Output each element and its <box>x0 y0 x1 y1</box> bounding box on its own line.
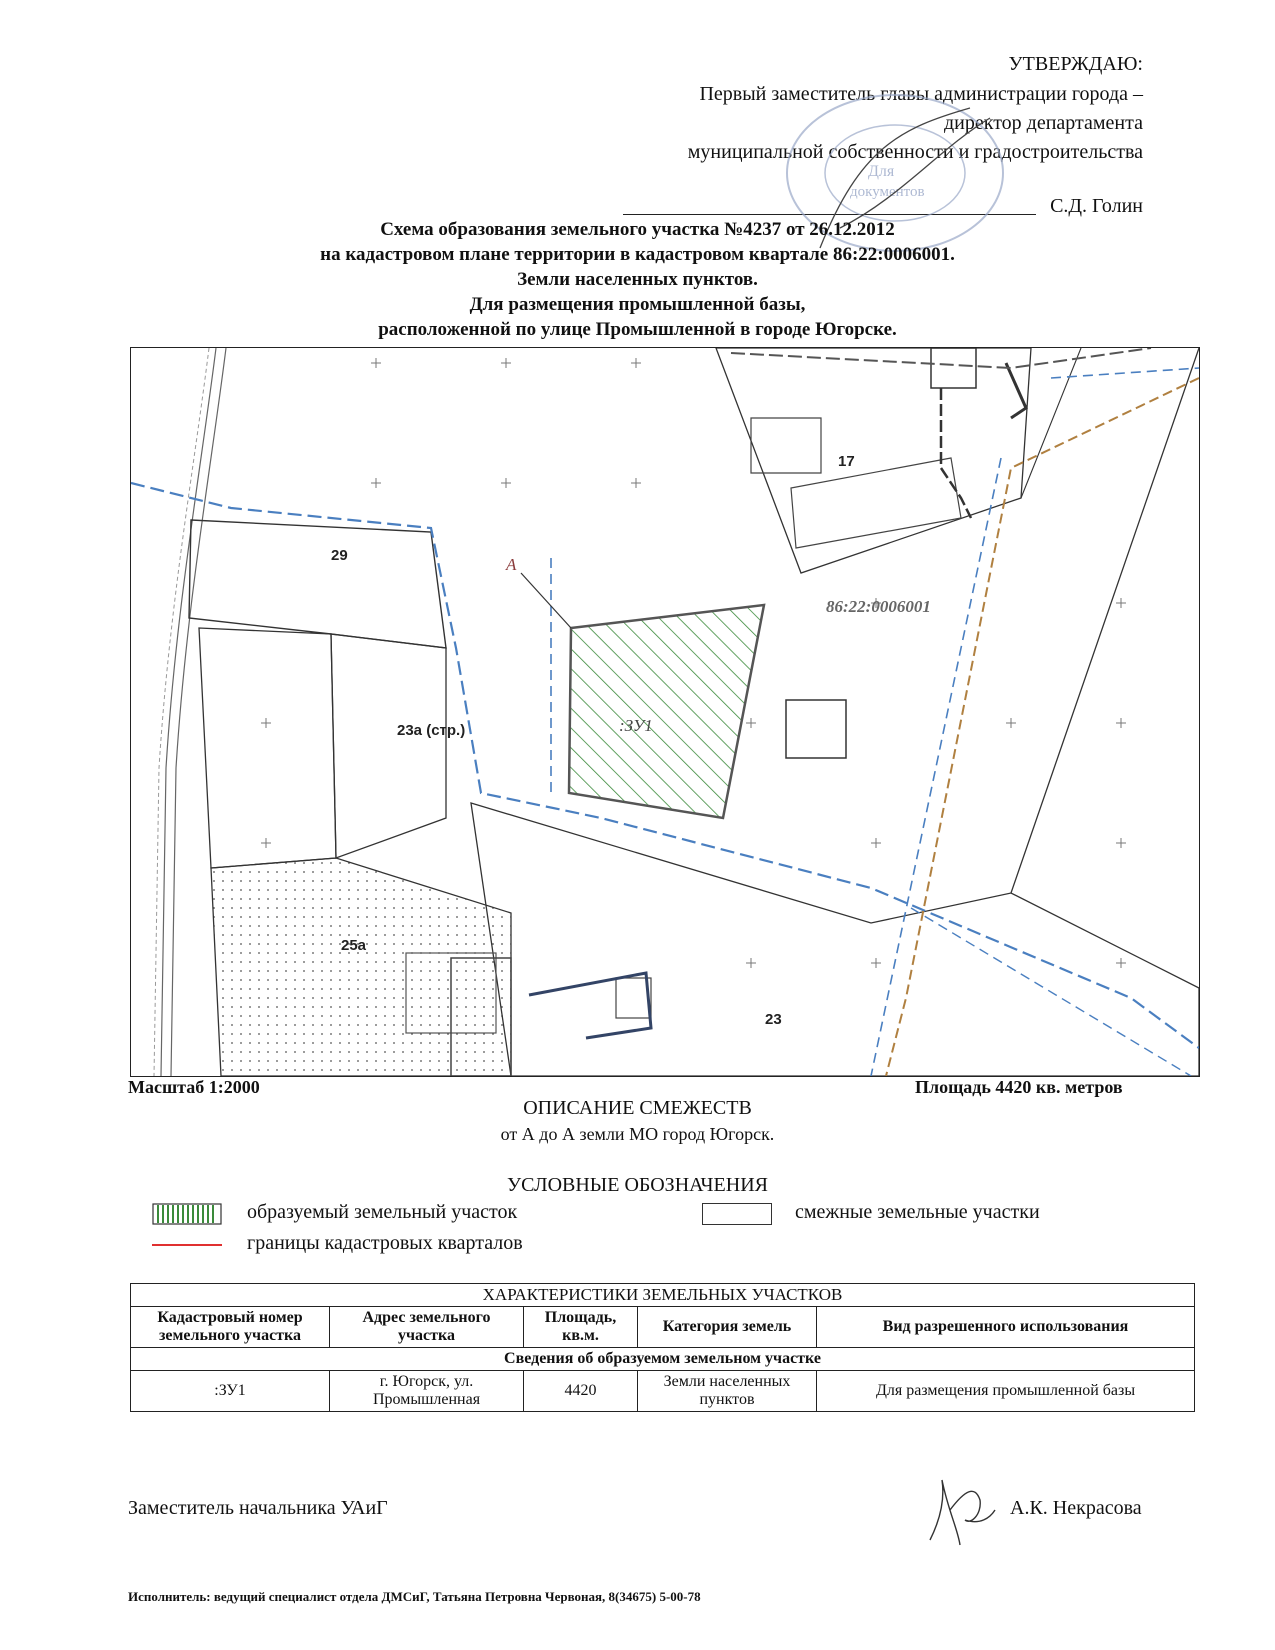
header-address: Адрес земельного участка <box>330 1307 524 1348</box>
header-cadastral-number: Кадастровый номер земельного участка <box>131 1307 330 1348</box>
parcel-label-25a: 25а <box>341 937 367 954</box>
approval-signatory: С.Д. Голин <box>1050 195 1143 217</box>
legend-quarter-bounds: границы кадастровых кварталов <box>247 1232 523 1254</box>
title-line2: на кадастровом плане территории в кадастровом квартале 86:22:0006001. <box>320 244 955 265</box>
map-area: Площадь 4420 кв. метров <box>915 1077 1123 1097</box>
adjacency-heading: ОПИСАНИЕ СМЕЖЕСТВ <box>523 1097 752 1119</box>
legend-new-parcel: образуемый земельный участок <box>247 1201 518 1223</box>
title-line5: расположенной по улице Промышленной в городе Югорске. <box>378 319 897 340</box>
characteristics-table <box>130 1283 1195 1412</box>
new-parcel-label: :ЗУ1 <box>619 716 653 735</box>
cell-permitted-use: Для размещения промышленной базы <box>817 1371 1195 1412</box>
title-line4: Для размещения промышленной базы, <box>469 294 806 315</box>
legend-heading: УСЛОВНЫЕ ОБОЗНАЧЕНИЯ <box>507 1174 768 1196</box>
title-line1: Схема образования земельного участка №4237 от 26.12.2012 <box>380 219 895 240</box>
header-category: Категория земель <box>638 1307 817 1348</box>
table-row <box>131 1371 1195 1412</box>
quarter-bounds-swatch <box>152 1244 222 1246</box>
approval-line2: директор департамента <box>943 112 1143 134</box>
adjacent-swatch <box>702 1203 772 1225</box>
table-title: ХАРАКТЕРИСТИКИ ЗЕМЕЛЬНЫХ УЧАСТКОВ <box>131 1284 1195 1307</box>
svg-text:документов: документов <box>850 184 925 200</box>
cell-area: 4420 <box>524 1371 638 1412</box>
point-a-label: А <box>506 555 517 574</box>
legend-adjacent: смежные земельные участки <box>795 1201 1040 1223</box>
parcel-label-17: 17 <box>838 453 855 470</box>
cadastral-map <box>130 347 1200 1077</box>
header-area: Площадь, кв.м. <box>524 1307 638 1348</box>
approval-heading: УТВЕРЖДАЮ: <box>1008 53 1143 75</box>
table-section: Сведения об образуемом земельном участке <box>131 1348 1195 1371</box>
approval-line3: муниципальной собственности и градостроительства <box>687 141 1143 163</box>
cell-address: г. Югорск, ул. Промышленная <box>330 1371 524 1412</box>
quarter-label: 86:22:0006001 <box>826 597 931 616</box>
map-scale: Масштаб 1:2000 <box>128 1077 260 1097</box>
cell-cadastral-number: :ЗУ1 <box>131 1371 330 1412</box>
header-permitted-use: Вид разрешенного использования <box>817 1307 1195 1348</box>
title-line3: Земли населенных пунктов. <box>517 269 758 290</box>
parcel-label-23a: 23а (стр.) <box>397 722 466 739</box>
parcel-label-23: 23 <box>765 1011 782 1028</box>
signature-name: А.К. Некрасова <box>1010 1497 1142 1519</box>
adjacency-text: от А до А земли МО город Югорск. <box>500 1124 775 1144</box>
svg-text:Для: Для <box>868 163 895 180</box>
signature-position: Заместитель начальника УАиГ <box>128 1497 388 1519</box>
handwritten-signature <box>920 1470 1000 1550</box>
parcel-label-29: 29 <box>331 547 348 564</box>
new-parcel-swatch <box>152 1203 222 1225</box>
approval-line1: Первый заместитель главы администрации города – <box>699 83 1143 105</box>
cell-category: Земли населенных пунктов <box>638 1371 817 1412</box>
executor-footer: Исполнитель: ведущий специалист отдела ДМСиГ, Татьяна Петровна Червоная, 8(34675) 5-00-78 <box>128 1589 701 1604</box>
